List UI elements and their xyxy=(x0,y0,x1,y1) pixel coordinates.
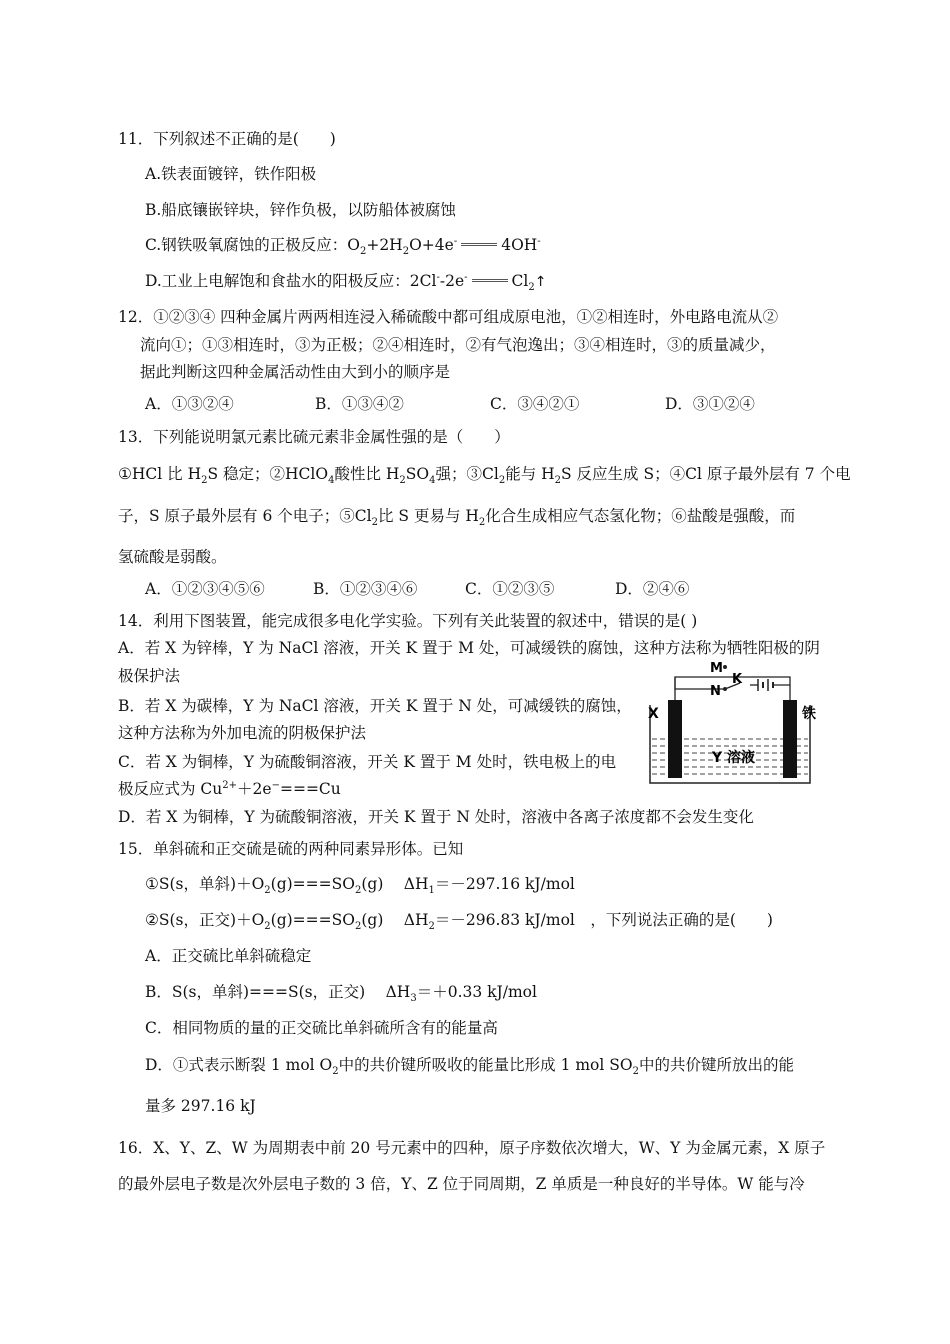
electrode-x xyxy=(668,700,682,778)
q14-option-d: D．若 X 为铜棒，Y 为硫酸铜溶液，开关 K 置于 N 处时，溶液中各离子浓度都不会发生变化 xyxy=(118,808,754,826)
q13-option-d: D．②④⑥ xyxy=(615,580,690,598)
electrolysis-apparatus-figure xyxy=(640,655,840,790)
q15-equation-2: ②S(s，正交)$+O_2(g)===SO_2(g)$ $\Delta H_2=-296.83$ kJ/mol ，下列说法正确的是( ) xyxy=(145,911,773,933)
q14-option-a-line-2: 极保护法 xyxy=(118,667,181,685)
label-x: X xyxy=(648,706,659,722)
q13-options xyxy=(145,578,689,600)
q14-option-c-line-1: C．若 X 为铜棒，Y 为硫酸铜溶液，开关 K 置于 M 处时，铁电极上的电 xyxy=(118,753,617,771)
q15-equation-1: ①S(s，单斜)$+O_2(g)===SO_2(g)$ $\Delta H_1=-297.16$ kJ/mol xyxy=(145,875,575,897)
q14-option-a-line-1: A．若 X 为锌棒，Y 为 NaCl 溶液，开关 K 置于 M 处，可减缓铁的腐蚀，这种方法称为牺牲阳极的阴 xyxy=(118,639,820,657)
q13-option-c: C．①②③⑤ xyxy=(465,580,555,598)
q11-option-b: B.船底镶嵌锌块，锌作负极，以防船体被腐蚀 xyxy=(145,201,456,219)
q11-option-d: D.工业上电解饱和食盐水的阳极反应：2Cl--2e- $Cl_2↑$ xyxy=(145,271,547,294)
q12-line-2: 流向①；①③相连时，③为正极；②④相连时，②有气泡逸出；③④相连时，③的质量减少， xyxy=(140,336,776,354)
q12-option-d: D．③①②④ xyxy=(665,395,755,413)
q15-stem: 15．单斜硫和正交硫是硫的两种同素异形体。已知 xyxy=(118,840,464,858)
up-arrow-icon: ↑ xyxy=(534,274,547,290)
q13-line-1: ①HCl 比 $H_2S$ 稳定；②HClO$_4$酸性比 $H_2SO_4$强；$③Cl_2$能与 $H_2S$ 反应生成 S；④Cl 原子最外层有 7 个电 xyxy=(118,465,851,487)
q12-line-1: 12．①②③④ 四种金属片两两相连浸入稀硫酸中都可组成原电池，①②相连时，外电路电流从② xyxy=(118,308,779,326)
q12-line-3: 据此判断这四种金属活动性由大到小的顺序是 xyxy=(140,363,451,381)
q14-option-b-line-1: B．若 X 为碳棒，Y 为 NaCl 溶液，开关 K 置于 N 处，可减缓铁的腐蚀， xyxy=(118,697,632,715)
q12-option-b: B．①③④② xyxy=(315,395,404,413)
q13-stem: 13．下列能说明氯元素比硫元素非金属性强的是（ ） xyxy=(118,428,510,446)
q13-option-b: B．①②③④⑥ xyxy=(313,580,418,598)
q14-option-c-line-2: 极反应式为 $Cu^{2+}+2e^-===Cu$ xyxy=(118,779,341,798)
q12-option-a: A．①③②④ xyxy=(145,395,234,413)
label-n: N xyxy=(710,684,721,699)
label-solution: Y 溶液 xyxy=(712,750,756,766)
equals-arrow-icon xyxy=(461,243,497,246)
q11-option-c: C.钢铁吸氧腐蚀的正极反应：$O_2+2H_2O+4e^-$ 4OH- xyxy=(145,235,541,258)
label-iron: 铁 xyxy=(802,706,816,722)
q14-option-b-line-2: 这种方法称为外加电流的阴极保护法 xyxy=(118,724,367,742)
q12-option-c: C．③④②① xyxy=(490,395,580,413)
q14-stem: 14．利用下图装置，能完成很多电化学实验。下列有关此装置的叙述中，错误的是( ) xyxy=(118,612,698,630)
q12-options xyxy=(145,393,755,415)
q15-option-d-line-2: 量多 297.16 kJ xyxy=(145,1097,256,1115)
label-k: K xyxy=(732,672,743,687)
q13-line-3: 氢硫酸是弱酸。 xyxy=(118,548,227,566)
q13-line-2: 子，S 原子最外层有 6 个电子；$⑤Cl_2$比 S 更易与 $H_2$化合生成相应气态氢化物；⑥盐酸是强酸，而 xyxy=(118,507,796,529)
label-m: M xyxy=(710,661,723,676)
electrode-iron xyxy=(783,700,797,778)
q13-option-a: A．①②③④⑤⑥ xyxy=(145,580,265,598)
q11-option-a: A.铁表面镀锌，铁作阳极 xyxy=(145,165,317,183)
q15-option-c: C．相同物质的量的正交硫比单斜硫所含有的能量高 xyxy=(145,1019,498,1037)
q15-option-a: A．正交硫比单斜硫稳定 xyxy=(145,947,312,965)
q11-stem: 11．下列叙述不正确的是( ) xyxy=(118,130,336,148)
q15-option-d-line-1: D．①式表示断裂 1 mol $O_2$中的共价键所吸收的能量比形成 1 mol $SO_2$中的共价键所放出的能 xyxy=(145,1056,794,1078)
q15-option-b: B．S(s，单斜)===S(s，正交) $\Delta H_3=+0.33$ kJ/mol xyxy=(145,983,537,1005)
q16-line-1: 16．X、Y、Z、W 为周期表中前 20 号元素中的四种，原子序数依次增大，W、Y 为金属元素，X 原子 xyxy=(118,1139,826,1157)
equals-arrow-icon xyxy=(472,279,508,282)
q16-line-2: 的最外层电子数是次外层电子数的 3 倍，Y、Z 位于同周期，Z 单质是一种良好的半导体。W 能与冷 xyxy=(118,1175,805,1193)
